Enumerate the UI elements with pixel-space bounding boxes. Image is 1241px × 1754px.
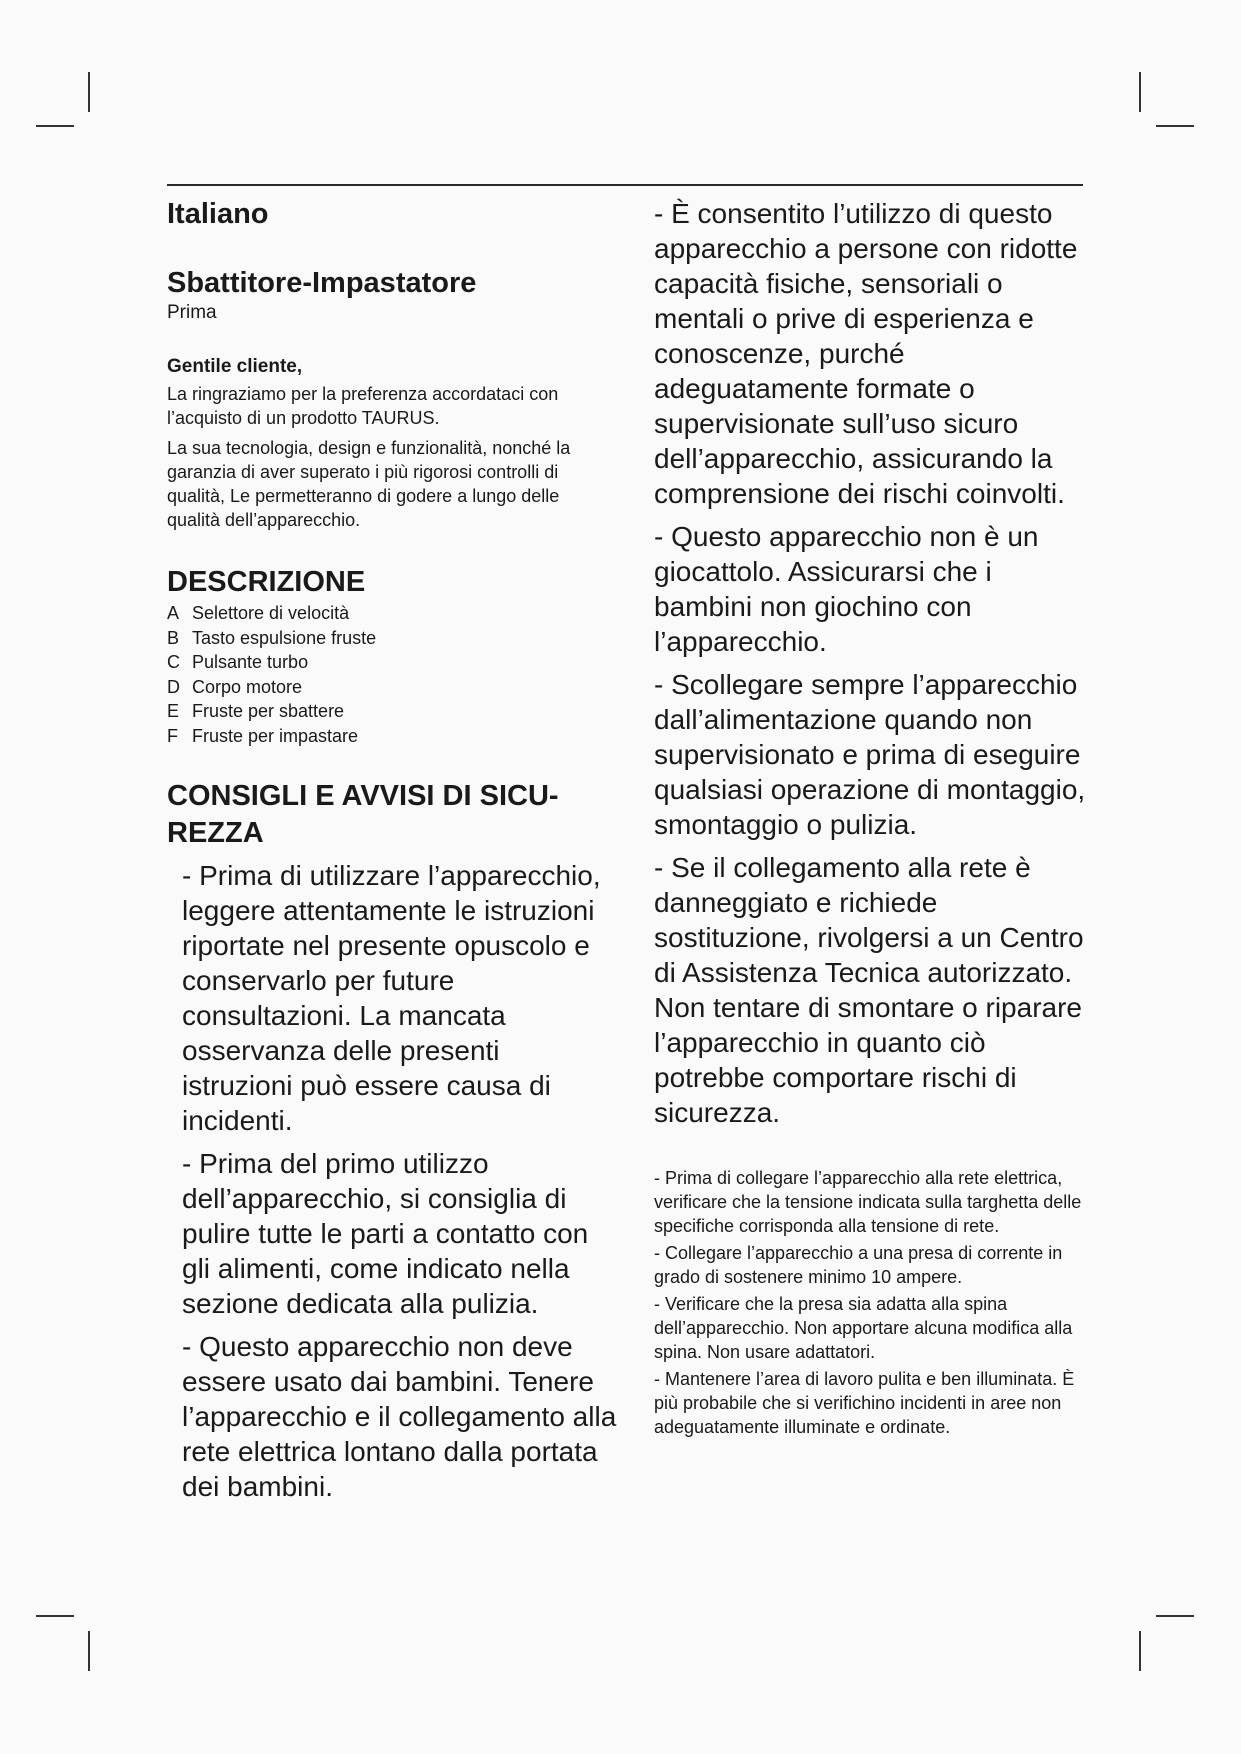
safety-paragraph: - Questo apparecchio non è un giocattolo. Assicurarsi che i bambini non giochino con l’apparecchio. [654,521,1039,657]
left-column [167,198,617,1512]
description-item: B Tasto espulsione fruste [167,627,377,648]
safety-note: - Prima di collegare l’apparecchio alla rete elettrica, verificare che la tensione indicata sulla targhetta delle specifiche corrisponda alla tensione di rete. [654,1168,1082,1236]
description-list [167,601,617,748]
crop-mark [1139,72,1141,112]
description-heading: DESCRIZIONE [167,566,366,598]
intro-paragraph: La ringraziamo per la preferenza accordataci con l’acquisto di un prodotto TAURUS. [167,384,559,428]
crop-mark [88,72,90,112]
crop-mark [36,125,74,127]
safety-paragraph: - Prima del primo utilizzo dell’apparecchio, si consiglia di pulire tutte le parti a contatto con gli alimenti, come indicato nella sezione dedicata alla pulizia. [182,1148,589,1319]
description-item: E Fruste per sbattere [167,701,345,721]
header-rule [167,184,1083,186]
description-item: D Corpo motore [167,676,303,697]
safety-note: - Mantenere l’area di lavoro pulita e ben illuminata. È più probabile che si verifichino incidenti in aree non adeguatamente illuminate e ordinate. [654,1369,1075,1437]
greeting-salutation: Gentile cliente, [167,356,303,377]
crop-mark [88,1631,90,1671]
description-item: A Selettore di velocità [167,603,350,623]
product-title: Sbattitore-Impastatore [167,267,477,299]
crop-mark [1139,1631,1141,1671]
safety-notes [654,1166,1094,1439]
safety-paragraph: - Prima di utilizzare l’apparecchio, leggere attentamente le istruzioni riportate nel presente opuscolo e conservarlo per future consultazioni. La mancata osservanza delle presenti istruzioni può essere causa di incidenti. [182,860,601,1136]
right-column [654,196,1094,1442]
language-heading: Italiano [167,198,269,230]
crop-mark [1156,1615,1194,1617]
safety-paragraph: - Se il collegamento alla rete è danneggiato e richiede sostituzione, rivolgersi a un Centro di Assistenza Tecnica autorizzato. Non tentare di smontare o riparare l’apparecchio in quanto ciò potrebbe comportare rischi di sicurezza. [654,852,1084,1128]
safety-paragraph: - È consentito l’utilizzo di questo apparecchio a persone con ridotte capacità fisiche, sensoriali o mentali o prive di esperienza e conoscenze, purché adeguatamente formate o supervisionate sull’uso sicuro dell’apparecchio, assicurando la comprensione dei rischi coinvolti. [654,198,1078,509]
safety-paragraph: - Scollegare sempre l’apparecchio dall’alimentazione quando non supervisionato e prima di eseguire qualsiasi operazione di montaggio, smontaggio o pulizia. [654,669,1086,840]
safety-note: - Verificare che la presa sia adatta alla spina dell’apparecchio. Non apportare alcuna modifica alla spina. Non usare adattatori. [654,1294,1073,1362]
crop-mark [36,1615,74,1617]
safety-paragraph: - Questo apparecchio non deve essere usato dai bambini. Tenere l’apparecchio e il collegamento alla rete elettrica lontano dalla portata dei bambini. [182,1331,617,1502]
product-model: Prima [167,302,217,323]
intro-paragraph: La sua tecnologia, design e funzionalità, nonché la garanzia di aver superato i più rigorosi controlli di qualità, Le permetteranno di godere a lungo delle qualità dell’apparecchio. [167,438,571,530]
description-item: F Fruste per impastare [167,725,359,746]
crop-mark [1156,125,1194,127]
safety-note: - Collegare l’apparecchio a una presa di corrente in grado di sostenere minimo 10 ampere. [654,1243,1063,1287]
description-item: C Pulsante turbo [167,652,309,672]
safety-heading: CONSIGLI E AVVISI DI SICUREZZA [167,780,559,849]
